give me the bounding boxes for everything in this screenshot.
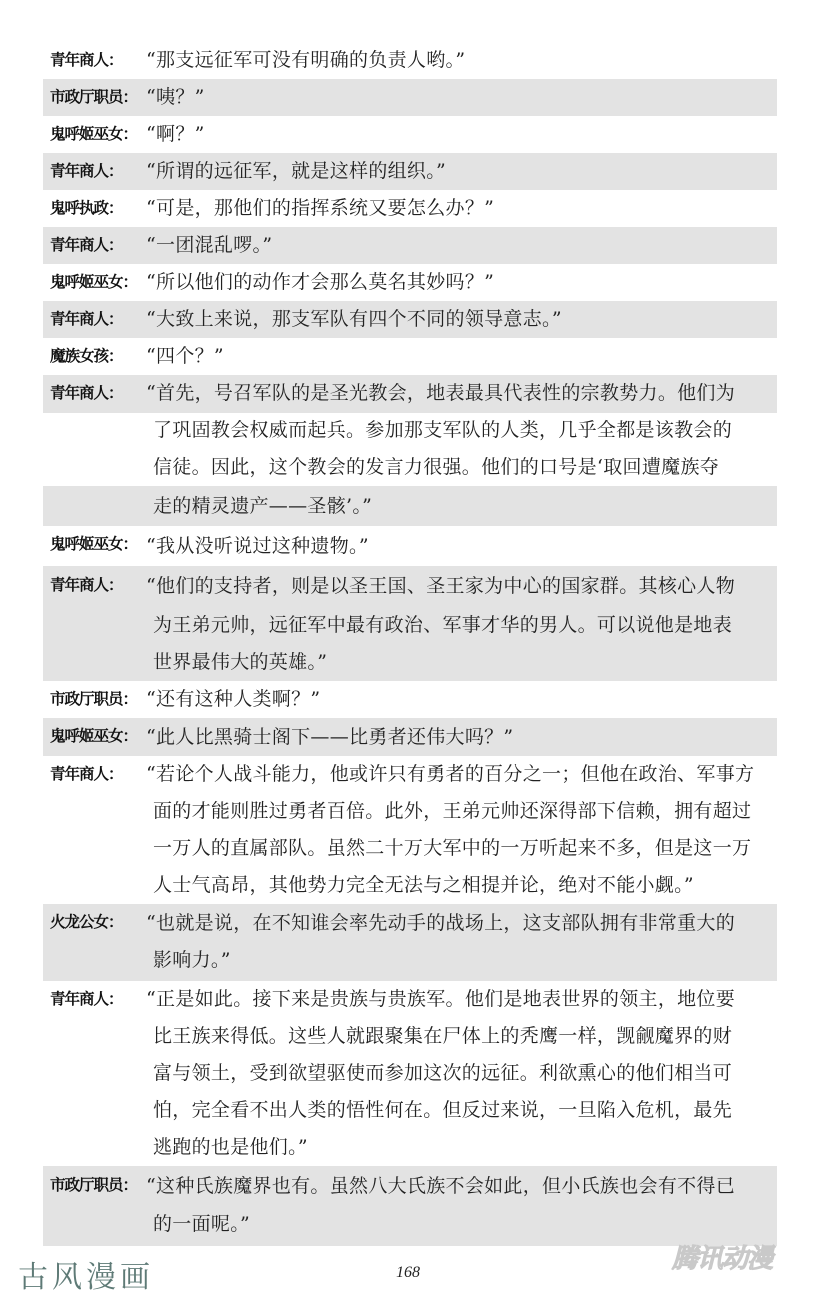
speaker-name: 市政厅职员： — [50, 89, 138, 106]
speaker-name: 魔族女孩： — [50, 348, 123, 365]
watermark-logo: 腾讯动漫 — [672, 1243, 773, 1273]
speech-line: “啊？” — [146, 123, 205, 145]
dialogue-entry — [43, 566, 777, 681]
speech-text — [146, 526, 777, 566]
speech-line: “那支远征军可没有明确的负责人哟。” — [146, 49, 466, 71]
speaker-name: 青年商人： — [50, 311, 123, 328]
dialogue-entry — [43, 1166, 777, 1246]
speech-line: “若论个人战斗能力，他或许只有勇者的百分之一；但他在政治、军事方 — [146, 763, 755, 785]
dialogue-entry — [43, 375, 777, 526]
speech-line: 世界最伟大的英雄。” — [153, 651, 328, 673]
dialogue-entry — [43, 42, 777, 79]
dialogue-entry — [43, 153, 777, 190]
speech-text — [146, 981, 777, 1166]
speech-line: “四个？” — [146, 345, 224, 367]
footer-logo: 古风漫画 — [18, 1260, 154, 1295]
dialogue-entry — [43, 718, 777, 756]
dialogue-entry — [43, 904, 777, 981]
speaker-name: 市政厅职员： — [50, 1177, 138, 1194]
speech-line: “此人比黑骑士阁下——比勇者还伟大吗？” — [146, 726, 514, 748]
speech-line: 信徒。因此，这个教会的发言力很强。他们的口号是‘取回遭魔族夺 — [153, 456, 720, 478]
speech-line: “也就是说，在不知谁会率先动手的战场上，这支部队拥有非常重大的 — [146, 912, 736, 934]
speech-line: 面的才能则胜过勇者百倍。此外，王弟元帅还深得部下信赖，拥有超过 — [153, 800, 752, 822]
speech-line: 富与领土，受到欲望驱使而参加这次的远征。利欲熏心的他们相当可 — [153, 1062, 733, 1084]
speech-line: “所谓的远征军，就是这样的组织。” — [146, 160, 447, 182]
speech-text — [146, 264, 777, 301]
speech-text — [146, 756, 777, 904]
speech-line: 了巩固教会权威而起兵。参加那支军队的人类，几乎全都是该教会的 — [153, 419, 733, 441]
dialogue-entry — [43, 981, 777, 1166]
dialogue-entry — [43, 301, 777, 338]
speaker-name: 鬼呼姬巫女： — [50, 126, 138, 143]
speech-text — [146, 338, 777, 375]
speech-line: 影响力。” — [153, 949, 231, 971]
speech-text — [146, 190, 777, 227]
page-number: 168 — [396, 1264, 420, 1281]
speech-text — [146, 153, 777, 190]
dialogue-entry — [43, 79, 777, 116]
dialogue-entry — [43, 338, 777, 375]
speaker-name: 鬼呼执政： — [50, 200, 123, 217]
speaker-name: 青年商人： — [50, 766, 123, 783]
speaker-name: 鬼呼姬巫女： — [50, 536, 138, 553]
speech-text — [146, 1166, 777, 1246]
speech-text — [146, 301, 777, 338]
speech-line: “正是如此。接下来是贵族与贵族军。他们是地表世界的领主，地位要 — [146, 988, 736, 1010]
speech-line: “可是，那他们的指挥系统又要怎么办？” — [146, 197, 495, 219]
speech-text — [146, 42, 777, 79]
speech-line: 怕，完全看不出人类的悟性何在。但反过来说，一旦陷入危机，最先 — [153, 1099, 733, 1121]
speech-line: “咦？” — [146, 86, 205, 108]
speaker-name: 鬼呼姬巫女： — [50, 274, 138, 291]
speech-text — [146, 227, 777, 264]
speech-line: 为王弟元帅，远征军中最有政治、军事才华的男人。可以说他是地表 — [153, 614, 733, 636]
speech-text — [146, 116, 777, 153]
dialogue-entry — [43, 264, 777, 301]
speech-line: “首先，号召军队的是圣光教会，地表最具代表性的宗教势力。他们为 — [146, 382, 736, 404]
dialogue-entry — [43, 227, 777, 264]
speech-line: “一团混乱啰。” — [146, 234, 273, 256]
speaker-name: 青年商人： — [50, 385, 123, 402]
speech-line: “这种氏族魔界也有。虽然八大氏族不会如此，但小氏族也会有不得已 — [146, 1175, 736, 1197]
speech-line: 比王族来得低。这些人就跟聚集在尸体上的秃鹰一样，觊觎魔界的财 — [153, 1025, 733, 1047]
speech-line: 走的精灵遗产——圣骸’。” — [153, 495, 373, 517]
dialogue-entry — [43, 526, 777, 566]
speaker-name: 青年商人： — [50, 52, 123, 69]
speech-text — [146, 904, 777, 981]
speech-text — [146, 79, 777, 116]
speech-line: “大致上来说，那支军队有四个不同的领导意志。” — [146, 308, 562, 330]
speaker-name: 鬼呼姬巫女： — [50, 728, 138, 745]
dialogue-entry — [43, 116, 777, 153]
speech-text — [146, 718, 777, 756]
speaker-name: 青年商人： — [50, 237, 123, 254]
speech-line: 逃跑的也是他们。” — [153, 1136, 308, 1158]
speech-line: 的一面呢。” — [153, 1213, 251, 1235]
speech-line: 人士气高昂，其他势力完全无法与之相提并论，绝对不能小觑。” — [153, 874, 694, 896]
dialogue-entry — [43, 756, 777, 904]
speaker-name: 青年商人： — [50, 577, 123, 594]
speech-line: “他们的支持者，则是以圣王国、圣王家为中心的国家群。其核心人物 — [146, 575, 736, 597]
dialogue-entry — [43, 681, 777, 718]
speaker-name: 青年商人： — [50, 991, 123, 1008]
dialogue-entry — [43, 190, 777, 227]
speaker-name: 火龙公女： — [50, 914, 123, 931]
speech-text — [146, 375, 777, 526]
speech-line: “还有这种人类啊？” — [146, 688, 321, 710]
speech-line: “我从没听说过这种遗物。” — [146, 535, 369, 557]
speaker-name: 青年商人： — [50, 163, 123, 180]
speech-line: “所以他们的动作才会那么莫名其妙吗？” — [146, 271, 495, 293]
dialogue-page — [43, 42, 777, 1246]
speech-line: 一万人的直属部队。虽然二十万大军中的一万听起来不多，但是这一万 — [153, 837, 752, 859]
speech-text — [146, 566, 777, 681]
speaker-name: 市政厅职员： — [50, 691, 138, 708]
speech-text — [146, 681, 777, 718]
